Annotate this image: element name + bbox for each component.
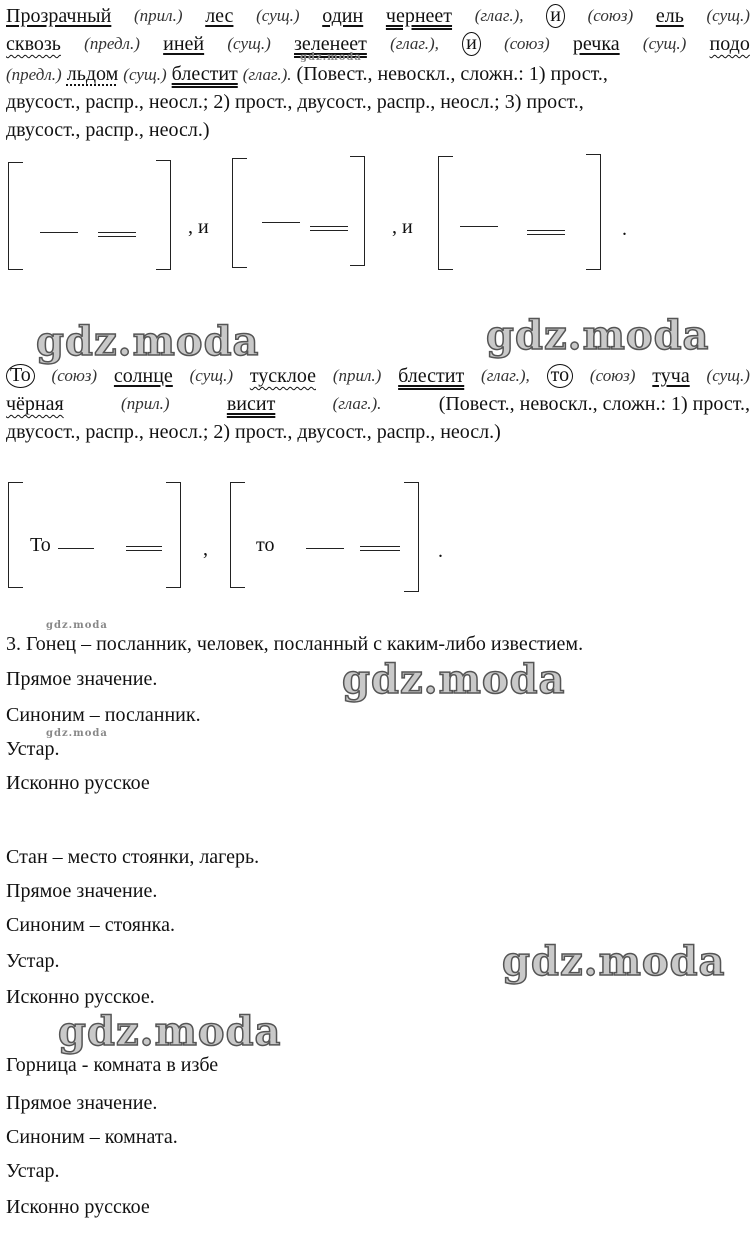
watermark: gdz.moda — [486, 312, 710, 359]
s2-line1: То (союз) солнце (сущ.) тусклое (прил.) блестит (глаг.), то (союз) туча (сущ.) — [6, 364, 750, 388]
word1-origin: Исконно русское — [6, 772, 150, 794]
bracket-left — [232, 158, 247, 268]
word1-definition: 3. Гонец – посланник, человек, посланный с каким-либо известием. — [6, 633, 584, 655]
bracket-right — [586, 154, 601, 270]
predicate-line — [527, 230, 565, 235]
word3-meaning: Прямое значение. — [6, 1092, 158, 1114]
word2-origin: Исконно русское. — [6, 986, 155, 1008]
word3-origin: Исконно русское — [6, 1196, 150, 1218]
watermark: gdz.moda — [58, 1008, 282, 1055]
predicate-line — [360, 546, 400, 551]
bracket-right — [350, 156, 365, 266]
s2-line3: двусост., распр., неосл.; 2) прост., двусост., распр., неосл.) — [6, 421, 501, 443]
predicate-line — [98, 232, 136, 237]
predicate-line — [310, 226, 348, 231]
watermark-small: gdz.moda — [300, 52, 362, 63]
bracket-left — [8, 482, 23, 588]
schema-1: , и , и . — [0, 150, 752, 280]
word2-meaning: Прямое значение. — [6, 880, 158, 902]
word1-meaning: Прямое значение. — [6, 668, 158, 690]
word3-definition: Горница - комната в избе — [6, 1054, 219, 1076]
word2-usage: Устар. — [6, 950, 60, 972]
schema-2: То , то . — [0, 476, 752, 596]
s1-line2: сквозь (предл.) иней (сущ.) зеленеет (глаг.), и (союз) речка (сущ.) подо — [6, 32, 750, 55]
subject-line — [58, 548, 94, 549]
subject-line — [262, 222, 300, 223]
conj-circle: то — [547, 364, 573, 388]
watermark: gdz.moda — [36, 318, 260, 365]
subject-line — [460, 226, 498, 227]
watermark-small: gdz.moda — [46, 728, 108, 739]
conj-circle: и — [546, 4, 565, 28]
word2-definition: Стан – место стоянки, лагерь. — [6, 846, 260, 868]
watermark: gdz.moda — [502, 938, 726, 985]
subject-line — [40, 232, 78, 233]
s1-line3: (предл.) льдом (сущ.) блестит (глаг.). (Повест., невоскл., сложн.: 1) прост., — [6, 63, 608, 85]
word1-synonym: Синоним – посланник. — [6, 704, 201, 726]
bracket-left — [230, 482, 245, 588]
word-prozrachnyi: Прозрачный — [6, 5, 112, 27]
bracket-right — [166, 482, 181, 588]
predicate-line — [126, 546, 162, 551]
conj-circle: и — [462, 32, 481, 56]
s1-line5: двусост., распр., неосл.) — [6, 119, 210, 141]
s1-line4: двусост., распр., неосл.; 2) прост., двусост., распр., неосл.; 3) прост., — [6, 91, 584, 113]
bracket-right — [404, 482, 419, 592]
word3-synonym: Синоним – комната. — [6, 1126, 178, 1148]
word2-synonym: Синоним – стоянка. — [6, 914, 175, 936]
s2-line2: чёрная (прил.) висит (глаг.). (Повест., невоскл., сложн.: 1) прост., — [6, 393, 750, 415]
watermark-small: gdz.moda — [46, 620, 108, 631]
word3-usage: Устар. — [6, 1160, 60, 1182]
bracket-left — [438, 156, 453, 270]
bracket-left — [8, 162, 23, 270]
s1-line1: Прозрачный (прил.) лес (сущ.) один чернеет (глаг.), и (союз) ель (сущ.) — [6, 4, 750, 27]
bracket-right — [156, 160, 171, 270]
watermark: gdz.moda — [342, 656, 566, 703]
subject-line — [306, 548, 344, 549]
word1-usage: Устар. — [6, 738, 60, 760]
conj-circle: То — [6, 364, 35, 388]
